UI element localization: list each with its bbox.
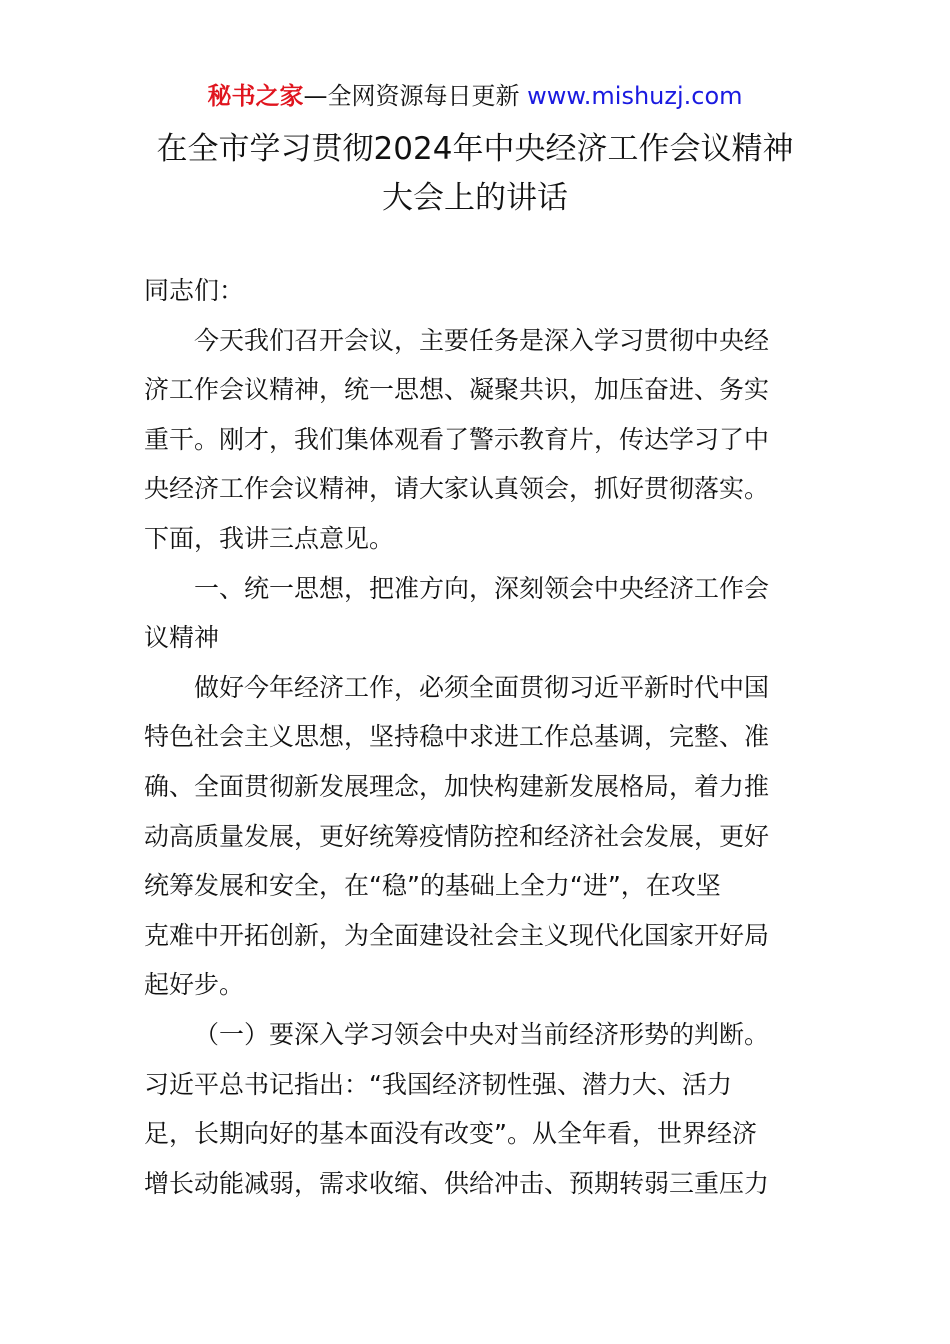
body-line: 确、全面贯彻新发展理念，加快构建新发展格局，着力推 xyxy=(144,771,770,801)
body-line: 起好步。 xyxy=(144,970,245,1000)
body-line: 克难中开拓创新，为全面建设社会主义现代化国家开好局 xyxy=(144,920,770,950)
body-line: 增长动能减弱，需求收缩、供给冲击、预期转弱三重压力 xyxy=(144,1168,770,1198)
body-line: 习近平总书记指出：“我国经济韧性强、潜力大、活力 xyxy=(144,1069,732,1099)
body-line: 央经济工作会议精神，请大家认真领会，抓好贯彻落实。 xyxy=(144,474,770,504)
document-title-line-1: 在全市学习贯彻2024年中央经济工作会议精神 xyxy=(156,131,794,167)
body-line: 做好今年经济工作，必须全面贯彻习近平新时代中国 xyxy=(194,672,770,702)
section-heading-line: 议精神 xyxy=(144,623,220,653)
body-line: 动高质量发展，更好统筹疫情防控和经济社会发展，更好 xyxy=(144,821,770,851)
body-line: 下面，我讲三点意见。 xyxy=(144,523,395,553)
document-title-line-2: 大会上的讲话 xyxy=(382,180,568,216)
body-line: 足，长期向好的基本面没有改变”。从全年看，世界经济 xyxy=(144,1119,757,1149)
banner-brand: 秘书之家 xyxy=(207,82,304,110)
salutation: 同志们： xyxy=(144,276,245,305)
body-line: 今天我们召开会议，主要任务是深入学习贯彻中央经 xyxy=(194,325,770,355)
site-banner xyxy=(0,80,950,112)
body-line: 重干。刚才，我们集体观看了警示教育片，传达学习了中 xyxy=(144,424,770,454)
body-line: 特色社会主义思想，坚持稳中求进工作总基调，完整、准 xyxy=(144,722,770,752)
body-line: 统筹发展和安全，在“稳”的基础上全力“进”，在攻坚 xyxy=(144,871,721,901)
section-heading-line: 一、统一思想，把准方向，深刻领会中央经济工作会 xyxy=(194,573,770,603)
body-line: 济工作会议精神，统一思想、凝聚共识，加压奋进、务实 xyxy=(144,375,770,405)
banner-slogan: —全网资源每日更新 xyxy=(303,82,528,110)
banner-url-link[interactable]: www.mishuzj.com xyxy=(527,82,743,110)
subsection-line: （一）要深入学习领会中央对当前经济形势的判断。 xyxy=(194,1019,770,1049)
document-body xyxy=(144,266,809,1208)
